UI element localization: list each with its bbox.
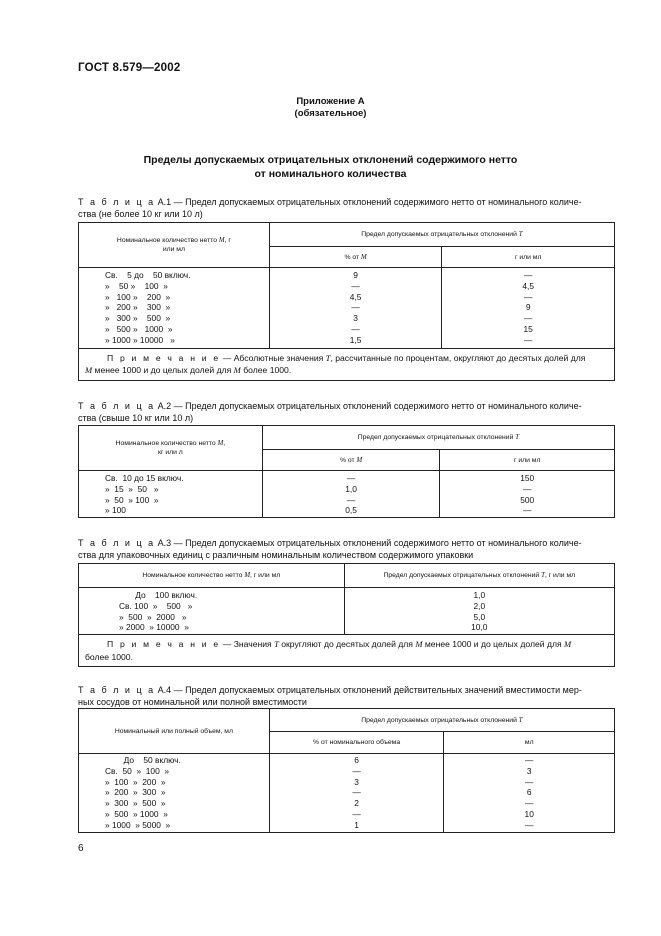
section-title-line2: от номинального количества [254,168,407,180]
page-number: 6 [78,843,84,854]
appendix-status: (обязательное) [294,108,367,119]
table-row: » 500 » 2000 » [119,611,187,622]
appendix-title: Приложение А [296,96,365,107]
table-a1-caption: Т а б л и ц а А.1 — Предел допускаемых отрицательных отклонений содержимого нетто от номинального количе- ства (не более 10 кг или 10 л) [78,197,582,219]
table-row: » 15 » 50 » [105,483,159,494]
table-a3 [78,563,615,667]
table-a1 [78,222,615,381]
table-a1-group-header: Предел допускаемых отрицательных отклонений Т [269,223,614,247]
table-row: » 1000 » 10000 » [105,334,175,345]
section-title [0,153,661,181]
table-a2-absolute-cells: 150 — 500 — [440,471,615,518]
table-a1-quantity-cells [79,268,270,349]
table-a3-caption: Т а б л и ц а А.3 — Предел допускаемых отрицательных отклонений содержимого нетто от номинального количе- ства для упаковочных единиц с различным номинальным количеством содержимого упаковки [78,538,582,560]
table-row: До 50 включ. [105,755,181,765]
table-row: » 100 » 200 » [105,776,166,787]
table-a2-col-absolute: г или мл [440,450,615,471]
table-row: » 500 » 1000 » [105,808,168,819]
table-a4-percent-cells: 6 — 3 — 2 — 1 [269,754,444,833]
table-row: » 2000 » 10000 » [119,622,189,633]
table-a3-col-quantity: Номинальное количество нетто М, г или мл [79,564,345,588]
table-a2-col-percent: % от М [262,450,440,471]
table-a3-quantity-cells [79,588,345,635]
table-label: Т а б л и ц а [78,401,156,411]
table-row: » 300 » 500 » [105,313,171,324]
table-a4-volume-cells [79,754,270,833]
document-header: ГОСТ 8.579—2002 [78,62,181,74]
table-a1-note: П р и м е ч а н и е — Абсолютные значения Т, рассчитанные по процентам, округляют до десятых долей для М менее 1000 и до целых долей для М более 1000. [79,348,615,380]
table-a4-col-percent: % от номинального объема [269,732,444,754]
table-a3-note: П р и м е ч а н и е — Значения Т округляют до десятых долей для М менее 1000 и до целых долей для М более 1000. [79,635,615,667]
table-a1-absolute-cells: — 4,5 — 9 — 15 — [442,268,615,349]
table-a4-group-header: Предел допускаемых отрицательных отклонений Т [269,709,614,732]
table-row: » 50 » 100 » [105,494,159,505]
table-label: Т а б л и ц а [78,685,156,695]
table-row: Св. 50 » 100 » [105,765,170,776]
table-row: » 500 » 1000 » [105,323,173,334]
table-row: » 100 [105,505,126,516]
table-row: Св. 5 до 50 включ. [105,270,191,280]
table-label: Т а б л и ц а [78,538,156,548]
table-row: До 100 включ. [119,590,198,600]
table-row: » 1000 » 5000 » [105,819,171,830]
table-row: » 200 » 300 » [105,787,166,798]
table-row: Св. 10 до 15 включ. [105,473,184,483]
table-a1-percent-cells: 9 — 4,5 — 3 — 1,5 [269,268,442,349]
table-a4-ml-cells: — 3 — 6 — 10 — [444,754,615,833]
table-a2 [78,425,615,518]
section-title-line1: Пределы допускаемых отрицательных отклонений содержимого нетто [143,154,518,166]
table-a4-caption: Т а б л и ц а А.4 — Предел допускаемых отрицательных отклонений действительных значений вместимости мер- ных сосудов от номинальной или полной вместимости [78,685,582,707]
table-row: » 50 » 100 » [105,280,168,291]
table-a2-quantity-cells [79,471,263,518]
appendix-heading [0,96,661,120]
table-row: » 100 » 200 » [105,291,171,302]
table-row: » 300 » 500 » [105,798,166,809]
table-row: » 200 » 300 » [105,302,171,313]
table-a4-col-ml: мл [444,732,615,754]
table-a4 [78,708,615,833]
table-a2-group-header: Предел допускаемых отрицательных отклонений Т [262,426,614,450]
table-a2-col-quantity: Номинальное количество нетто М, кг или л [79,426,263,471]
table-a1-col-percent: % от М [269,247,442,268]
table-a4-col-volume: Номинальный или полный объем, мл [79,709,270,754]
table-a2-percent-cells: — 1,0 — 0,5 [262,471,440,518]
table-a2-caption: Т а б л и ц а А.2 — Предел допускаемых отрицательных отклонений содержимого нетто от номинального количе- ства (свыше 10 кг или 10 л) [78,401,582,423]
table-row: Св. 100 » 500 » [119,600,193,611]
table-label: Т а б л и ц а [78,197,156,207]
table-a3-limit-cells: 1,0 2,0 5,0 10,0 [344,588,614,635]
table-a1-col-quantity: Номинальное количество нетто М, г или мл [79,223,270,268]
table-a3-col-limit: Предел допускаемых отрицательных отклонений Т, г или мл [344,564,614,588]
table-a1-col-absolute: г или мл [442,247,615,268]
